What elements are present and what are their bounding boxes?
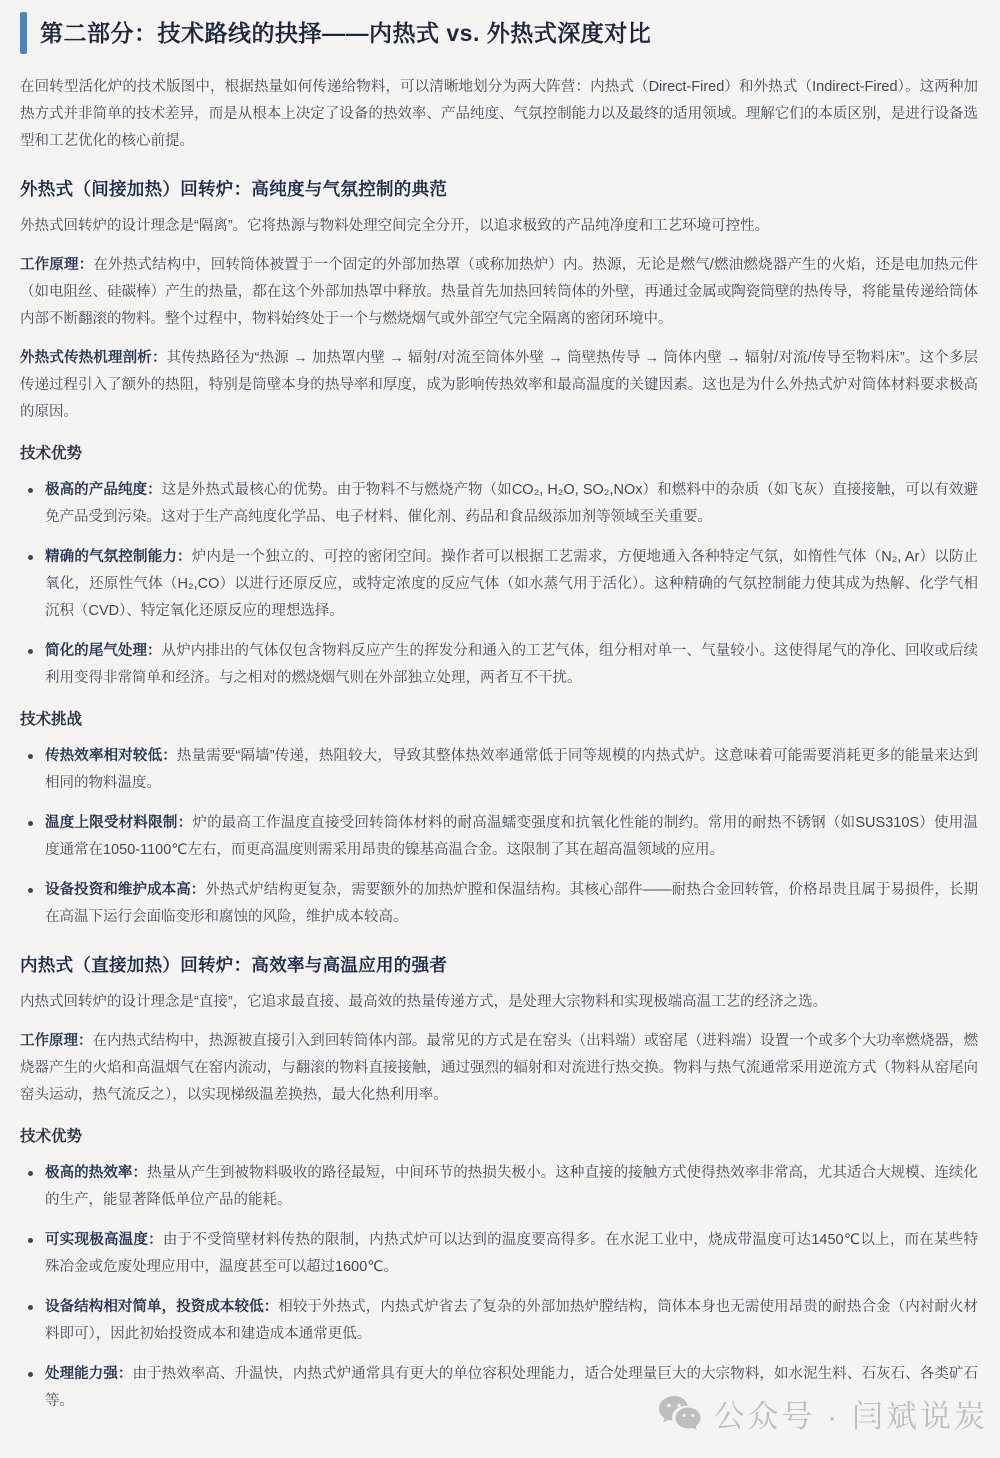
bullet-label: 传热效率相对较低： [45, 748, 177, 764]
paragraph-text: 在外热式结构中，回转筒体被置于一个固定的外部加热罩（或称加热炉）内。热源，无论是燃气/燃油燃烧器产生的火焰，还是电加热元件（如电阻丝、硅碳棒）产生的热量，都在这个外部加热罩中释放。热量首先加热回转筒体的外壁，再通过金属或陶瓷筒壁的热传导，将能量传递给筒体内部不断翻滚的物料。整个过程中，物料始终处于一个与燃烧烟气或外部空气完全隔离的密闭环境中。 [20, 257, 979, 327]
list-item [20, 1227, 978, 1281]
advantages-list [20, 477, 978, 692]
bullet-label: 精确的气氛控制能力： [45, 549, 192, 565]
section-heading-internal: 内热式（直接加热）回转炉：高效率与高温应用的强者 [20, 955, 448, 975]
list-item [20, 544, 978, 625]
paragraph-label: 工作原理： [20, 1033, 93, 1049]
list-item [20, 810, 978, 864]
bullet-text: 这是外热式最核心的优势。由于物料不与燃烧产物（如CO₂, H₂O, SO₂,NOx）和燃料中的杂质（如飞灰）直接接触，可以有效避免产品受到污染。这对于生产高纯度化学品、电子材料、催化剂、药品和食品级添加剂等领域至关重要。 [45, 482, 978, 525]
section-lead-paragraph: 外热式回转炉的设计理念是“隔离”。它将热源与物料处理空间完全分开，以追求极致的产品纯净度和工艺环境可控性。 [20, 218, 770, 234]
list-item [20, 477, 978, 531]
paragraph-text: 在内热式结构中，热源被直接引入到回转筒体内部。最常见的方式是在窑头（出料端）或窑尾（进料端）设置一个或多个大功率燃烧器，燃烧器产生的火焰和高温烟气在窑内流动，与翻滚的物料直接接触，通过强烈的辐射和对流进行热交换。物料与热气流通常采用逆流方式（物料从窑尾向窑头运动，热气流反之），以实现梯级温差换热，最大化热利用率。 [20, 1033, 978, 1103]
title-bar [20, 12, 978, 54]
bullet-text: 相较于外热式，内热式炉省去了复杂的外部加热炉膛结构，筒体本身也无需使用昂贵的耐热合金（内衬耐火材料即可），因此初始投资成本和建造成本通常更低。 [45, 1299, 979, 1342]
bullet-label: 可实现极高温度： [45, 1232, 163, 1248]
bullet-label: 设备投资和维护成本高： [45, 882, 206, 898]
bullet-label: 简化的尾气处理： [45, 643, 162, 659]
bullet-label: 极高的产品纯度： [45, 482, 162, 498]
bullet-label: 温度上限受材料限制： [45, 815, 193, 831]
working-principle-paragraph [20, 1028, 978, 1109]
section-heading-external: 外热式（间接加热）回转炉：高纯度与气氛控制的典范 [20, 179, 448, 199]
bullet-text: 外热式炉结构更复杂，需要额外的加热炉膛和保温结构。其核心部件——耐热合金回转管，价格昂贵且属于易损件，长期在高温下运行会面临变形和腐蚀的风险，维护成本较高。 [45, 882, 978, 925]
bullet-label: 设备结构相对简单，投资成本较低： [45, 1299, 279, 1315]
bullet-text: 热量从产生到被物料吸收的路径最短，中间环节的热损失极小。这种直接的接触方式使得热效率非常高，尤其适合大规模、连续化的生产，能显著降低单位产品的能耗。 [45, 1165, 979, 1208]
paragraph-label: 外热式传热机理剖析： [20, 350, 167, 366]
list-item [20, 877, 978, 931]
list-item [20, 1160, 978, 1214]
bullet-text: 从炉内排出的气体仅包含物料反应产生的挥发分和通入的工艺气体，组分相对单一、气量较小。这使得尾气的净化、回收或后续利用变得非常简单和经济。与之相对的燃烧烟气则在外部独立处理，两者互不干扰。 [45, 643, 979, 686]
list-item [20, 1294, 978, 1348]
challenges-list [20, 743, 978, 931]
bullet-text: 炉内是一个独立的、可控的密闭空间。操作者可以根据工艺需求，方便地通入各种特定气氛，如惰性气体（N₂, Ar）以防止氧化，还原性气体（H₂,CO）以进行还原反应，或特定浓度的反应气体（如水蒸气用于活化）。这种精确的气氛控制能力使其成为热解、化学气相沉积（CVD）、特定氧化还原反应的理想选择。 [45, 549, 978, 619]
bullet-text: 热量需要“隔墙”传递，热阻较大，导致其整体热效率通常低于同等规模的内热式炉。这意味着可能需要消耗更多的能量来达到相同的物料温度。 [45, 748, 979, 791]
paragraph-label: 工作原理： [20, 257, 94, 273]
section-internal-heating [20, 953, 978, 1415]
title-accent-bar [20, 12, 27, 54]
working-principle-paragraph [20, 252, 978, 333]
advantages-heading: 技术优势 [20, 1128, 83, 1145]
paragraph-text: 其传热路径为“热源 → 加热罩内壁 → 辐射/对流至筒体外壁 → 筒壁热传导 → 筒体内壁 → 辐射/对流/传导至物料床”。这个多层传递过程引入了额外的热阻，特别是筒壁本身的热导率和厚度，成为影响传热效率和最高温度的关键因素。这也是为什么外热式炉对筒体材料要求极高的原因。 [20, 350, 978, 420]
intro-paragraph: 在回转型活化炉的技术版图中，根据热量如何传递给物料，可以清晰地划分为两大阵营：内热式（Direct-Fired）和外热式（Indirect-Fired）。这两种加热方式并非简单的技术差异，而是从根本上决定了设备的热效率、产品纯度、气氛控制能力以及最终的适用领域。理解它们的本质区别，是进行设备选型和工艺优化的核心前提。 [20, 79, 978, 149]
bullet-text: 由于不受筒壁材料传热的限制，内热式炉可以达到的温度要高得多。在水泥工业中，烧成带温度可达1450℃以上，而在某些特殊冶金或危废处理应用中，温度甚至可以超过1600℃。 [45, 1232, 979, 1275]
watermark-text: 公众号 · 闫斌说炭 [713, 1399, 988, 1434]
bullet-text: 炉的最高工作温度直接受回转筒体材料的耐高温蠕变强度和抗氧化性能的制约。常用的耐热不锈钢（如SUS310S）使用温度通常在1050-1100℃左右，而更高温度则需采用昂贵的镍基高温合金。这限制了其在超高温领域的应用。 [45, 815, 978, 858]
bullet-text: 由于热效率高、升温快，内热式炉通常具有更大的单位容积处理能力，适合处理量巨大的大宗物料，如水泥生料、石灰石、各类矿石等。 [45, 1366, 979, 1409]
list-item [20, 1361, 978, 1415]
challenges-heading: 技术挑战 [20, 711, 83, 728]
section-external-heating [20, 177, 978, 931]
heat-transfer-analysis-paragraph [20, 345, 978, 426]
section-lead-paragraph: 内热式回转炉的设计理念是“直接”，它追求最直接、最高效的热量传递方式，是处理大宗物料和实现极端高温工艺的经济之选。 [20, 994, 828, 1010]
advantages-list [20, 1160, 978, 1415]
page-title: 第二部分：技术路线的抉择——内热式 vs. 外热式深度对比 [40, 20, 652, 46]
bullet-label: 极高的热效率： [45, 1165, 148, 1181]
list-item [20, 743, 978, 797]
advantages-heading: 技术优势 [20, 445, 83, 462]
list-item [20, 638, 978, 692]
bullet-label: 处理能力强： [45, 1366, 133, 1382]
